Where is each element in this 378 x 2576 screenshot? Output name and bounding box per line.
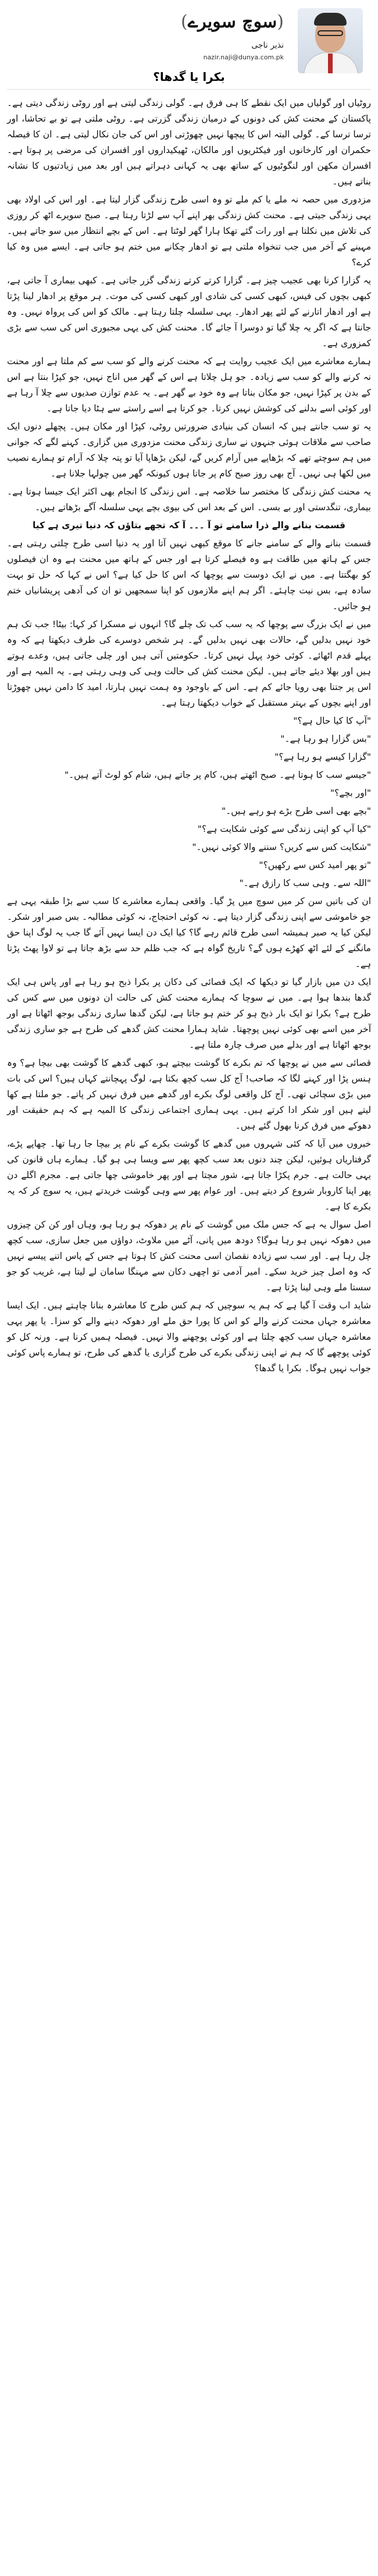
article-paragraph: قسمت بنانے والے کے سامنے جانے کا موقع کبھی نہیں آتا اور یہ دنیا اسی طرح چلتی رہتی ہے۔ جس کے ہاتھ میں طاقت ہے وہ فیصلے کرتا ہے اور جس کے ہاتھ میں محنت ہے وہ ان فیصلوں کو بھگتتا ہے۔ میں نے ایک دوست سے پوچھا کہ اس کا حل کیا ہے؟ اس نے کہا کہ حل تو بہت سادہ ہے، بس نیت چاہئے۔ اگر ہم اپنے ملازموں کو اپنا سمجھیں تو ان کی آدھی پریشانیاں ختم ہو جائیں۔ [7,538,371,611]
dialogue-line: "تو پھر امید کس سے رکھیں؟" [259,860,371,870]
article-paragraph: خبروں میں آیا کہ کئی شہروں میں گدھے کا گوشت بکرے کے نام پر بیچا جا رہا تھا۔ چھاپے پڑے، گرفتاریاں ہوئیں، لیکن چند دنوں بعد سب کچھ پھر سے ویسا ہی ہو گیا۔ ہمارے ہاں قانون کی یہی حالت ہے۔ جرم پکڑا جاتا ہے، شور مچتا ہے اور پھر خاموشی چھا جاتی ہے۔ مجرم اگلے دن پھر اپنا کاروبار شروع کر دیتے ہیں۔ اور عوام پھر سے وہی گوشت خریدتے ہیں، یہ سوچ کر کہ یہ بکرے کا ہے۔ [7,1138,371,1212]
column-title-text: سوچ سویرے [187,12,277,32]
column-title-bracket-open: ( [277,12,284,32]
article-headline: بکرا یا گدھا؟ [153,70,225,84]
article-paragraph: یہ محنت کش زندگی کا مختصر سا خلاصہ ہے۔ اس زندگی کا انجام بھی اکثر ایک جیسا ہوتا ہے۔ بیماری، تنگدستی اور بے بسی۔ اس کے بعد اس کی بیوی بچے یہی سلسلہ آگے بڑھاتے ہیں۔ [7,486,371,513]
column-title-bracket-close: ) [181,12,188,32]
dialogue-line: "شکایت کس سے کریں؟ سننے والا کوئی نہیں۔" [192,842,371,852]
article-paragraph: قصائی سے میں نے پوچھا کہ تم بکرے کا گوشت بیچتے ہو، کبھی گدھے کا گوشت بھی بیچا ہے؟ وہ ہنس پڑا اور کہنے لگا کہ صاحب! آج کل سب کچھ بکتا ہے، لوگ پہچانتے کہاں ہیں؟ اس کی بات میں بڑی سچائی تھی۔ آج کل واقعی لوگ بکرے اور گدھے میں فرق نہیں کر پاتے۔ جو ملتا ہے کھا لیتے ہیں اور شکر ادا کرتے ہیں۔ یہی ہماری اجتماعی زندگی کا المیہ ہے کہ ہم حقیقت اور دھوکے میں فرق کرنا بھول گئے ہیں۔ [7,1058,371,1131]
article-paragraph: شاید اب وقت آ گیا ہے کہ ہم یہ سوچیں کہ ہم کس طرح کا معاشرہ بنانا چاہتے ہیں۔ ایک ایسا معاشرہ جہاں محنت کرنے والے کو اس کا پورا حق ملے اور دھوکہ دینے والے کو سزا۔ یا پھر یہی معاشرہ جہاں سب کچھ چلتا ہے اور کوئی پوچھنے والا نہیں۔ فیصلہ ہمیں کرنا ہے۔ ورنہ کل کو کوئی پوچھے گا کہ ہم نے اپنی زندگی بکرے کی طرح گزاری یا گدھے کی طرح، تو ہمارے پاس کوئی جواب نہیں ہوگا۔ بکرا یا گدھا؟ [7,1300,371,1374]
column-title [181,12,284,33]
dialogue-line: "بس گزارا ہو رہا ہے۔" [280,734,371,744]
dialogue-line: "کیا آپ کو اپنی زندگی سے کوئی شکایت ہے؟" [197,824,371,834]
article-paragraph: روٹیاں اور گولیاں میں ایک نقطے کا ہی فرق ہے۔ گولی زندگی لیتی ہے اور روٹی زندگی دیتی ہے۔ پاکستان کے محنت کش کی دونوں کے درمیان زندگی گزرتی ہے۔ روٹی ملتی ہے تو بے تحاشا، اور ترسا ترسا کے۔ گولی البتہ اس کا پیچھا نہیں چھوڑتی اور اس کی جان نکال لیتی ہے۔ ان کا فیصلہ حکمران اور کارخانوں اور فیکٹریوں اور مالکان، ٹھیکیداروں اور افسران کی مرضی پر ہوتا ہے۔ افسران مکھن اور لنگوٹیوں کے ساتھ بھی یہ کہانی دہراتے ہیں اور بعد میں زیادتیوں کا نشانہ بناتے ہیں۔ [7,98,371,187]
article-paragraph: ان کی باتیں سن کر میں سوچ میں پڑ گیا۔ واقعی ہمارے معاشرے کا سب سے بڑا طبقہ یہی ہے جو خاموشی سے اپنی زندگی گزار دیتا ہے۔ نہ کوئی احتجاج، نہ کوئی مطالبہ۔ بس صبر اور شکر۔ لیکن کیا یہ صبر ہمیشہ اسی طرح قائم رہے گا؟ کیا ایک دن ایسا نہیں آئے گا جب یہ لوگ اپنا حق مانگنے کے لئے اٹھ کھڑے ہوں گے؟ تاریخ گواہ ہے کہ جب ظلم حد سے بڑھ جاتا ہے تو لاوا پھٹ پڑتا ہے۔ [7,896,371,969]
dialogue-line: "آپ کا کیا حال ہے؟" [293,716,371,726]
dialogue-line: "اللہ سے۔ وہی سب کا رازق ہے۔" [239,878,371,888]
author-photo-hair [314,13,347,26]
article-paragraph: میں نے ایک بزرگ سے پوچھا کہ یہ سب کب تک چلے گا؟ انہوں نے مسکرا کر کہا: بیٹا! جب تک ہم خود نہیں بدلیں گے، حالات بھی نہیں بدلیں گے۔ ہر شخص دوسرے کی طرف دیکھتا ہے کہ وہ پہلے قدم اٹھائے۔ کوئی خود پہل نہیں کرتا۔ حکومتیں آتی ہیں اور چلی جاتی ہیں، وعدے ہوتے ہیں اور بھلا دیئے جاتے ہیں۔ لیکن محنت کش کی حالت وہی کی وہی رہتی ہے۔ یہ المیہ ہے اور اس پر جتنا بھی رویا جائے کم ہے۔ اس کے باوجود وہ ہمت نہیں ہارتا، امید کا دامن نہیں چھوڑتا اور اپنے بچوں کے بہتر مستقبل کے خواب دیکھتا رہتا ہے۔ [7,619,371,708]
article-verse: قسمت بنانے والے ذرا سامنے تو آ ۔۔۔ آ کہ تجھے بتاؤں کہ دنیا تیری ہے کیا [32,520,346,531]
article-paragraph: اصل سوال یہ ہے کہ جس ملک میں گوشت کے نام پر دھوکہ ہو رہا ہو، وہاں اور کن کن چیزوں میں دھوکہ نہیں ہو رہا ہوگا؟ دودھ میں پانی، آٹے میں ملاوٹ، دواؤں میں جعل سازی، سب کچھ چل رہا ہے۔ اور سب سے زیادہ نقصان اسی محنت کش کا ہوتا ہے جس کے پاس اتنے پیسے نہیں کہ وہ اصل چیز خرید سکے۔ امیر آدمی تو اچھی دکان سے مہنگا سامان لے لیتا ہے، غریب کو جو سستا ملے وہی لینا پڑتا ہے۔ [7,1219,371,1293]
article-paragraph: یہ گزارا کرنا بھی عجیب چیز ہے۔ گزارا کرتے کرتے زندگی گزر جاتی ہے۔ کبھی بیماری آ جاتی ہے، کبھی بچوں کی فیس، کبھی کسی کی شادی اور کبھی کسی کی موت۔ ہر موقع پر ادھار لینا پڑتا ہے اور ادھار اتارنے کے لئے پھر ادھار۔ یہی سلسلہ چلتا رہتا ہے۔ مالک کو اس کی پرواہ نہیں۔ وہ جانتا ہے کہ اگر یہ چلا گیا تو دوسرا آ جائے گا۔ محنت کش کی یہی مجبوری اس کی سب سے بڑی کمزوری ہے۔ [7,275,371,348]
article-body [7,95,371,1376]
article-paragraph: ایک دن میں بازار گیا تو دیکھا کہ ایک قصائی کی دکان پر بکرا ذبح ہو رہا ہے اور پاس ہی ایک گدھا بندھا ہوا ہے۔ میں نے سوچا کہ ہمارے محنت کش کی حالت ان دونوں میں سے کس کی طرح ہے؟ بکرا تو ایک بار ذبح ہو کر ختم ہو جاتا ہے، لیکن گدھا ساری زندگی بوجھ اٹھاتا ہے اور آخر میں اسے بھی کوئی نہیں پوچھتا۔ شاید ہمارا محنت کش گدھے کی طرح ہے جو ساری زندگی بوجھ اٹھاتا ہے اور بدلے میں صرف چارہ ملتا ہے۔ [7,977,371,1050]
dialogue-line: "جیسے سب کا ہوتا ہے۔ صبح اٹھتے ہیں، کام پر جاتے ہیں، شام کو لوٹ آتے ہیں۔" [64,770,371,780]
article-paragraph: یہ تو سب جانتے ہیں کہ انسان کی بنیادی ضرورتیں روٹی، کپڑا اور مکان ہیں۔ پچھلے دنوں ایک صاحب سے ملاقات ہوئی جنہوں نے ساری زندگی محنت مزدوری میں گزاری۔ کہنے لگے کہ جوانی میں ہم سوچتے تھے کہ بڑھاپے میں آرام کریں گے، لیکن بڑھاپا آیا تو پتہ چلا کہ آرام تو ہمارے نصیب میں لکھا ہی نہیں۔ آج بھی روز صبح کام پر جاتا ہوں کیونکہ گھر میں چولہا جلانا ہے۔ [7,421,371,479]
author-photo [298,8,363,73]
author-photo-glasses [318,30,343,36]
column-header [7,5,371,90]
author-email[interactable]: nazir.naji@dunya.com.pk [203,54,284,61]
article-paragraph: ہمارے معاشرے میں ایک عجیب روایت ہے کہ محنت کرنے والے کو سب سے کم ملتا ہے اور محنت نہ کرنے والے کو سب سے زیادہ۔ جو ہل چلاتا ہے اس کے گھر میں اناج نہیں، جو کپڑا بنتا ہے اس کے بدن پر کپڑا نہیں، جو مکان بناتا ہے وہ خود بے گھر ہے۔ یہ عدم توازن صدیوں سے چلا آ رہا ہے اور کوئی اسے بدلنے کی کوشش نہیں کرتا۔ جو کرتا ہے اسے راستے سے ہٹا دیا جاتا ہے۔ [7,356,371,414]
dialogue-line: "گزارا کیسے ہو رہا ہے؟" [274,752,371,762]
dialogue-line: "بچے بھی اسی طرح بڑے ہو رہے ہیں۔" [222,806,371,816]
author-name: نذیر ناجی [251,41,284,50]
dialogue-line: "اور بچے؟" [330,788,371,798]
article-paragraph: مزدوری میں حصہ نہ ملے یا کم ملے تو وہ اسی طرح زندگی گزار لیتا ہے۔ اور اس کی اولاد بھی یہی زندگی جیتی ہے۔ محنت کش زندگی بھر اپنے آپ سے لڑتا رہتا ہے۔ صبح سویرے اٹھ کر روزی کی تلاش میں نکلتا ہے اور رات گئے تھکا ہارا گھر لوٹتا ہے۔ اس کے بچے انتظار میں سو جاتے ہیں۔ مہینے کے آخر میں جب تنخواہ ملتی ہے تو ادھار چکانے میں ختم ہو جاتی ہے۔ ایسے میں وہ کیا کرے؟ [7,194,371,268]
